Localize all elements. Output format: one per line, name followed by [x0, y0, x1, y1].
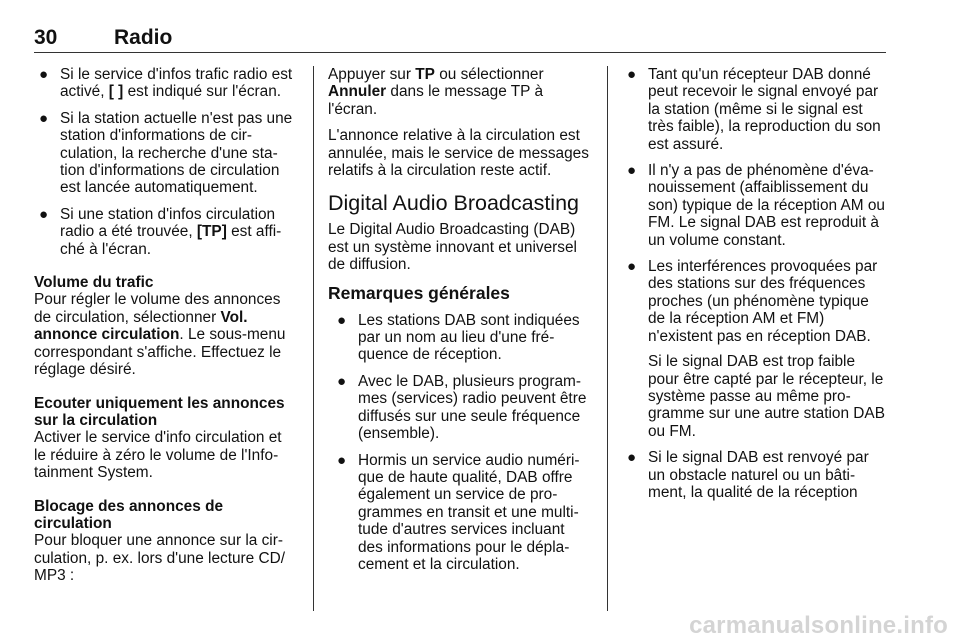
list-item: ● Avec le DAB, plusieurs programmes (services) radio peuvent être diffusés sur une seule fréquence (ensemble).	[337, 372, 587, 443]
listen-paragraph: Ecouter uniquement les annonces sur la circulation Activer le service d'info circulation et le réduire à zéro le volume de l'Infotainment System.	[34, 395, 296, 482]
list-item: ● Il n'y a pas de phénomène d'évanouissement (affaiblissement du son) typique de la réception AM ou FM. Le signal DAB est reproduit à un volume constant.	[627, 162, 885, 249]
bullet-icon: ●	[627, 449, 637, 467]
bullet-icon: ●	[337, 311, 347, 329]
dab-intro: Le Digital Audio Broadcasting (DAB) est un système innovant et universel de diffusion.	[328, 221, 577, 274]
column-3	[622, 66, 887, 510]
column-divider-2	[607, 66, 608, 611]
bullet-icon: ●	[39, 205, 49, 223]
list-item: ● Si le signal DAB est renvoyé par un obstacle naturel ou un bâtiment, la qualité de la réception	[627, 449, 869, 501]
column-2	[328, 66, 593, 582]
list-item: ● Les interférences provoquées par des stations sur des fréquences proches (un phénomène typique de la réception AM et FM) n'existent pas en réception DAB. Si le signal DAB est trop faible pour être capté par le récepteur, le système passe au même programme sur une autre station DAB ou FM.	[627, 258, 885, 440]
column-1	[34, 66, 296, 594]
section-heading-dab: Digital Audio Broadcasting	[328, 191, 579, 216]
tp-cancel-paragraph: Appuyer sur TP ou sélectionner Annuler dans le message TP à l'écran.	[328, 66, 544, 118]
bullet-icon: ●	[627, 162, 637, 180]
list-item: ● Si la station actuelle n'est pas une station d'informations de circulation, la recherche d'une station d'informations de circulation est lancée automatiquement.	[39, 109, 293, 197]
list-item: ● Tant qu'un récepteur DAB donné peut recevoir le signal envoyé par la station (même si le signal est très faible), la reproduction du son est assuré.	[627, 66, 881, 153]
bullet-icon: ●	[627, 66, 637, 83]
bullet-icon: ●	[337, 372, 347, 390]
block-heading: Blocage des annonces de circulation	[34, 497, 224, 532]
bullet-icon: ●	[627, 258, 637, 276]
tp-cancel-result: L'annonce relative à la circulation est annulée, mais le service de messages relatifs à la circulation reste actif.	[328, 127, 589, 180]
section-title: Radio	[114, 26, 173, 49]
page-header	[34, 26, 886, 53]
block-paragraph: Blocage des annonces de circulation Pour bloquer une annonce sur la circulation, p. ex. lors d'une lecture CD/ MP3 :	[34, 498, 296, 585]
dab-benefits-list	[622, 66, 887, 501]
list-item: ● Les stations DAB sont indiquées par un nom au lieu d'une fréquence de réception.	[337, 311, 580, 364]
column-divider-1	[313, 66, 314, 611]
bullet-icon: ●	[337, 451, 347, 469]
bullet-icon: ●	[39, 66, 49, 83]
list-item: ● Hormis un service audio numérique de haute qualité, DAB offre également un service de programmes en transit et une multitude d'autres services incluant des informations pour le déplacement et la circulation.	[337, 451, 580, 573]
listen-heading: Ecouter uniquement les annonces sur la circulation	[34, 394, 285, 429]
list-item: ● Si le service d'infos trafic radio est activé, [ ] est indiqué sur l'écran.	[39, 66, 293, 101]
watermark: carmanualsonline.info	[689, 612, 948, 639]
bullet-icon: ●	[39, 109, 49, 127]
volume-heading: Volume du trafic	[34, 274, 154, 292]
tp-bullet-list	[34, 66, 296, 258]
dab-bullet-list	[328, 312, 593, 574]
page-number: 30	[34, 26, 58, 49]
volume-paragraph: Volume du trafic Pour régler le volume des annonces de circulation, sélectionner Vol. annonce circulation. Le sous-menu correspondant s'affiche. Effectuez le réglage désiré.	[34, 274, 296, 378]
list-item: ● Si une station d'infos circulation radio a été trouvée, [TP] est affiché à l'écran.	[39, 205, 282, 258]
subheading-general-remarks: Remarques générales	[328, 282, 510, 303]
